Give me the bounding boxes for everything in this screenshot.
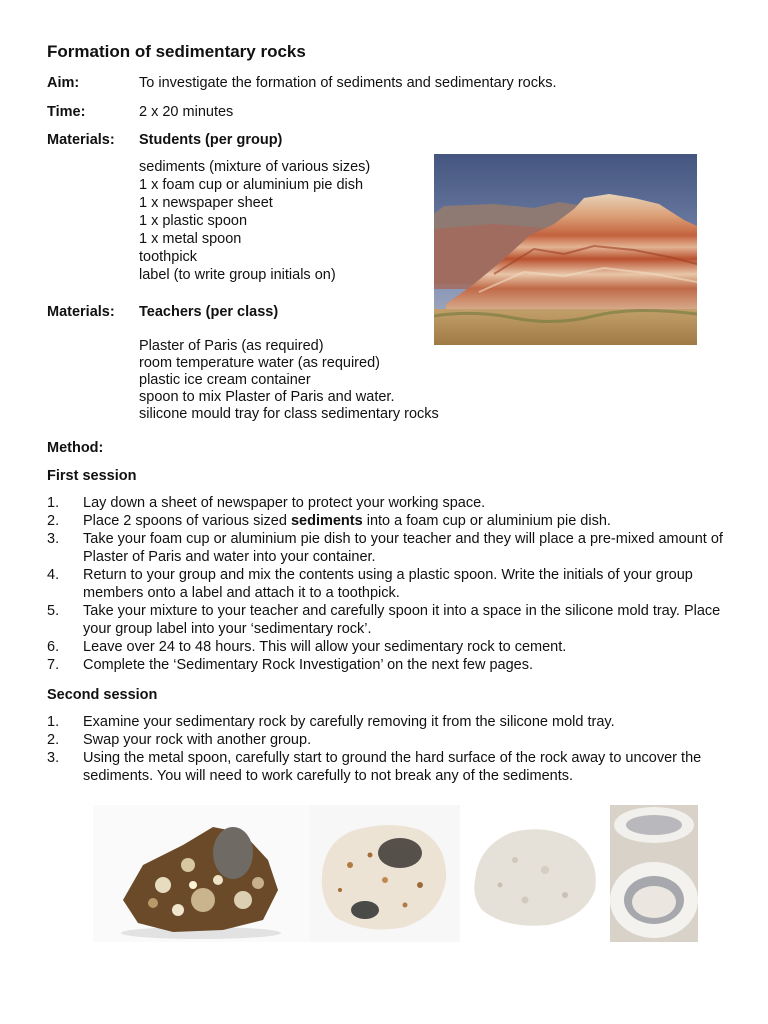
materials-teachers-label: Materials: xyxy=(47,304,115,320)
list-item: 3. Take your foam cup or aluminium pie dish to your teacher and they will place a pre-mixed amount of Plaster of Paris and water into your container. xyxy=(47,531,723,565)
list-item: 6. Leave over 24 to 48 hours. This will allow your sedimentary rock to cement. xyxy=(47,639,567,655)
list-item: spoon to mix Plaster of Paris and water. xyxy=(139,389,395,405)
list-item: Plaster of Paris (as required) xyxy=(139,338,324,354)
list-item: 2. Swap your rock with another group. xyxy=(47,732,312,748)
materials-teachers-heading: Teachers (per class) xyxy=(139,304,279,320)
white-rock-photo xyxy=(460,805,610,942)
second-session-heading: Second session xyxy=(47,687,158,703)
list-item: silicone mould tray for class sedimentary rocks xyxy=(139,406,439,422)
sedimentary-landscape-photo xyxy=(434,154,697,345)
second-session-steps xyxy=(47,713,727,785)
list-item: 1 x newspaper sheet xyxy=(139,195,273,211)
aim-label: Aim: xyxy=(47,75,80,91)
list-item: 4. Return to your group and mix the contents using a plastic spoon. Write the initials of your group members onto a label and attach it to a toothpick. xyxy=(47,567,693,601)
first-session-steps xyxy=(47,494,727,674)
students-materials-list xyxy=(139,158,370,284)
list-item: 1 x plastic spoon xyxy=(139,213,248,229)
page-title: Formation of sedimentary rocks xyxy=(47,42,306,61)
method-label: Method: xyxy=(47,440,104,456)
list-item: toothpick xyxy=(139,249,198,265)
first-session-heading: First session xyxy=(47,468,137,484)
list-item: 1. Lay down a sheet of newspaper to protect your working space. xyxy=(47,495,486,511)
list-item: sediments (mixture of various sizes) xyxy=(139,159,371,175)
list-item: 2. Place 2 spoons of various sized sediments into a foam cup or aluminium pie dish. xyxy=(47,513,611,529)
conglomerate-rock-photo xyxy=(93,805,310,942)
list-item: label (to write group initials on) xyxy=(139,267,336,283)
list-item: 7. Complete the ‘Sedimentary Rock Investigation’ on the next few pages. xyxy=(47,657,534,673)
list-item: room temperature water (as required) xyxy=(139,355,380,371)
list-item: 1. Examine your sedimentary rock by carefully removing it from the silicone mold tray. xyxy=(47,714,615,730)
list-item: plastic ice cream container xyxy=(139,372,311,388)
list-item: 1 x foam cup or aluminium pie dish xyxy=(139,177,364,193)
materials-students-label: Materials: xyxy=(47,132,115,148)
foil-dish-photo xyxy=(610,805,698,942)
time-value: 2 x 20 minutes xyxy=(139,104,234,120)
list-item: 3. Using the metal spoon, carefully start to ground the hard surface of the rock away to uncover the sediments. You will need to work carefully to not break any of the sediments. xyxy=(47,750,702,784)
list-item: 1 x metal spoon xyxy=(139,231,242,247)
time-label: Time: xyxy=(47,104,86,120)
list-item: 5. Take your mixture to your teacher and carefully spoon it into a space in the silicone mold tray. Place your group label into your ‘sedimentary rock’. xyxy=(47,603,721,637)
materials-students-heading: Students (per group) xyxy=(139,132,283,148)
sediments-emphasis: sediments xyxy=(290,513,363,529)
aim-value: To investigate the formation of sediments and sedimentary rocks. xyxy=(139,75,557,91)
plaster-rock-photo xyxy=(310,805,460,942)
teachers-materials-list xyxy=(139,337,439,422)
